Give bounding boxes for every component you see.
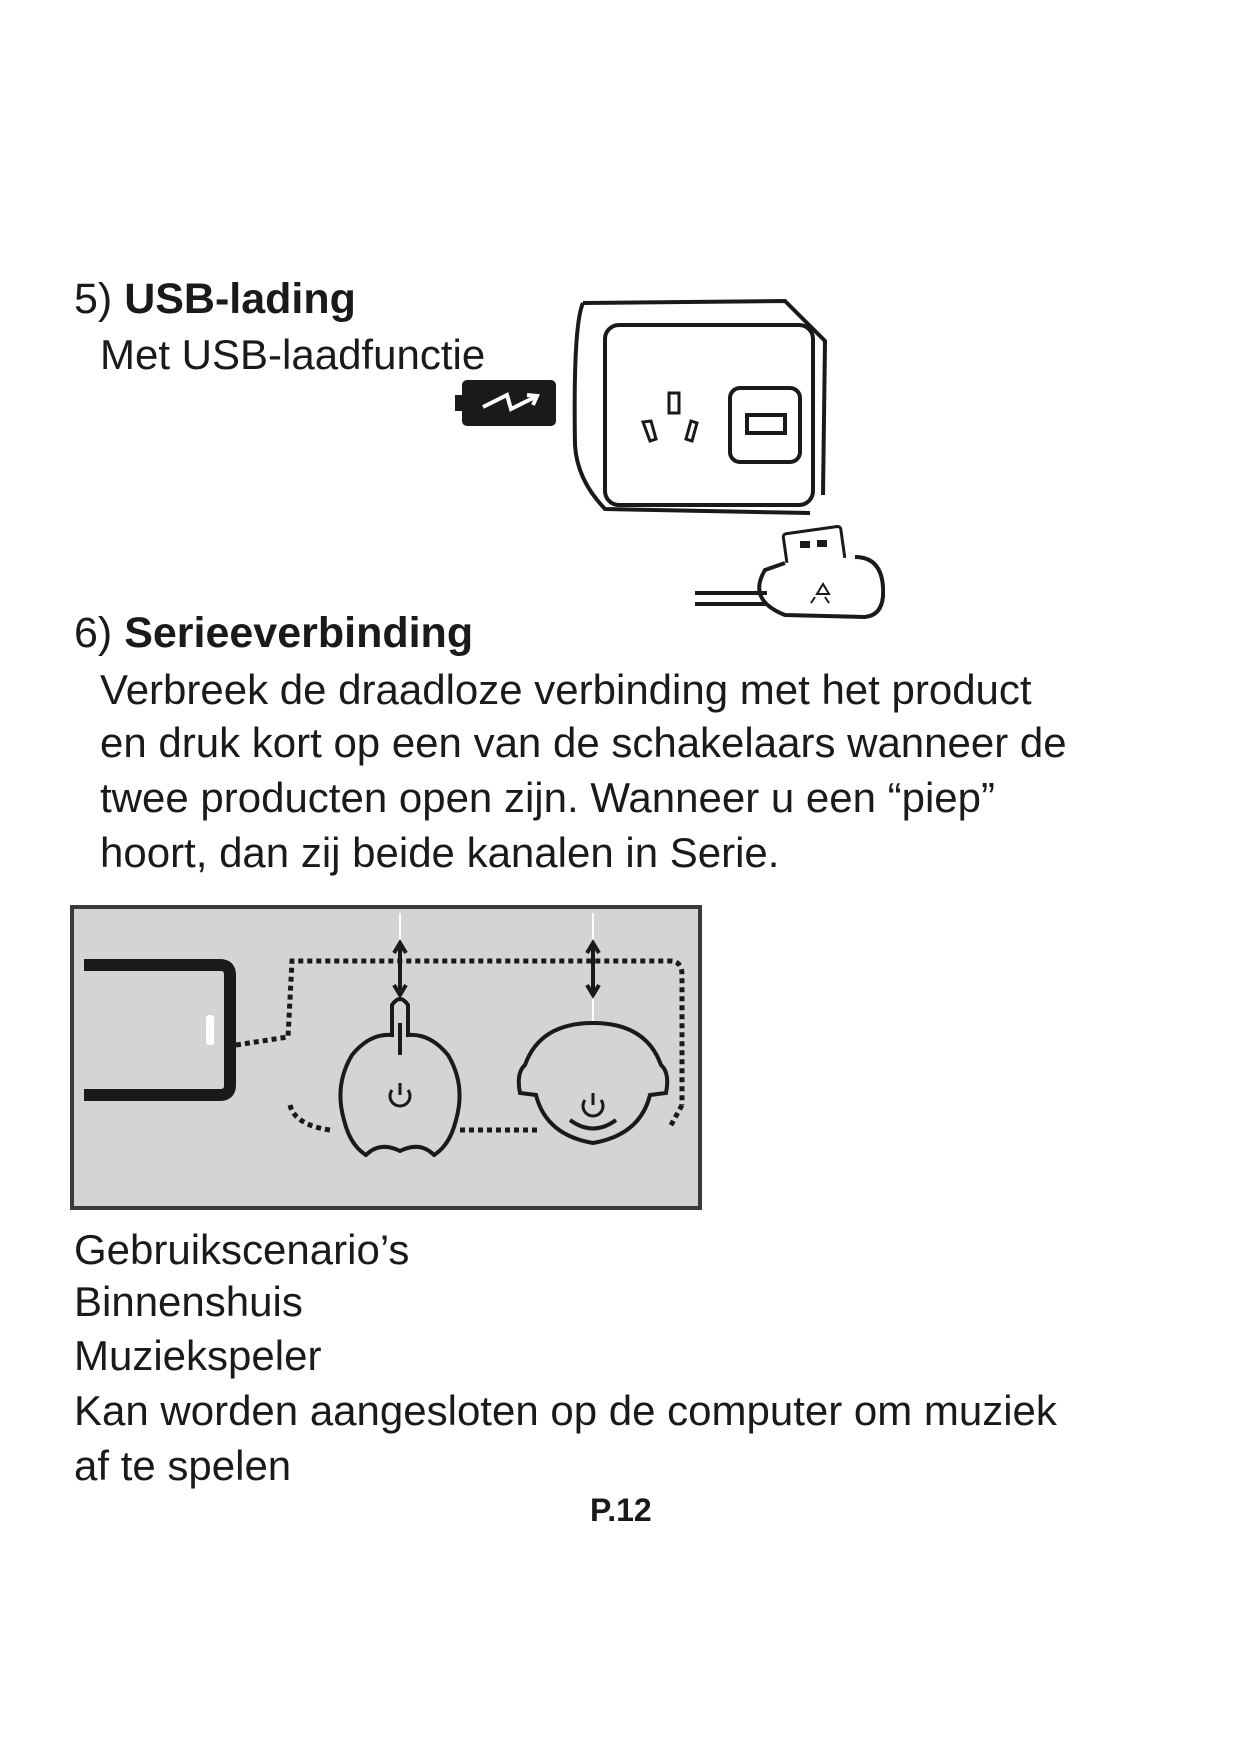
usb-port-icon [730, 388, 800, 462]
usage-line-5: af te spelen [74, 1442, 292, 1489]
section-5-title: USB-lading [124, 275, 356, 323]
section-5-body: Met USB-laadfunctie [100, 331, 486, 378]
section-5-heading [74, 275, 356, 323]
section-6-line-3: twee producten open zijn. Wanneer u een “piep” [100, 774, 996, 821]
section-6-heading [74, 609, 474, 657]
usage-line-3: Muziekspeler [74, 1332, 322, 1379]
section-6-number: 6) [74, 609, 113, 657]
battery-charging-icon [455, 380, 556, 426]
usage-line-4: Kan worden aangesloten op de computer om muziek [74, 1387, 1057, 1434]
page-number: P.12 [590, 1492, 652, 1528]
serial-connection-figure [70, 905, 702, 1210]
usage-line-2: Binnenshuis [74, 1278, 303, 1325]
usb-charging-figure [455, 295, 885, 640]
section-6-line-2: en druk kort op een van de schakelaars wanneer de [100, 719, 1067, 766]
section-6-line-4: hoort, dan zij beide kanalen in Serie. [100, 829, 780, 876]
section-6-title: Serieeverbinding [124, 609, 474, 657]
section-5-number: 5) [74, 275, 113, 323]
usage-line-1: Gebruikscenario’s [74, 1226, 410, 1273]
usb-cable-icon [695, 526, 883, 617]
section-6-line-1: Verbreek de draadloze verbinding met het product [100, 666, 1032, 713]
